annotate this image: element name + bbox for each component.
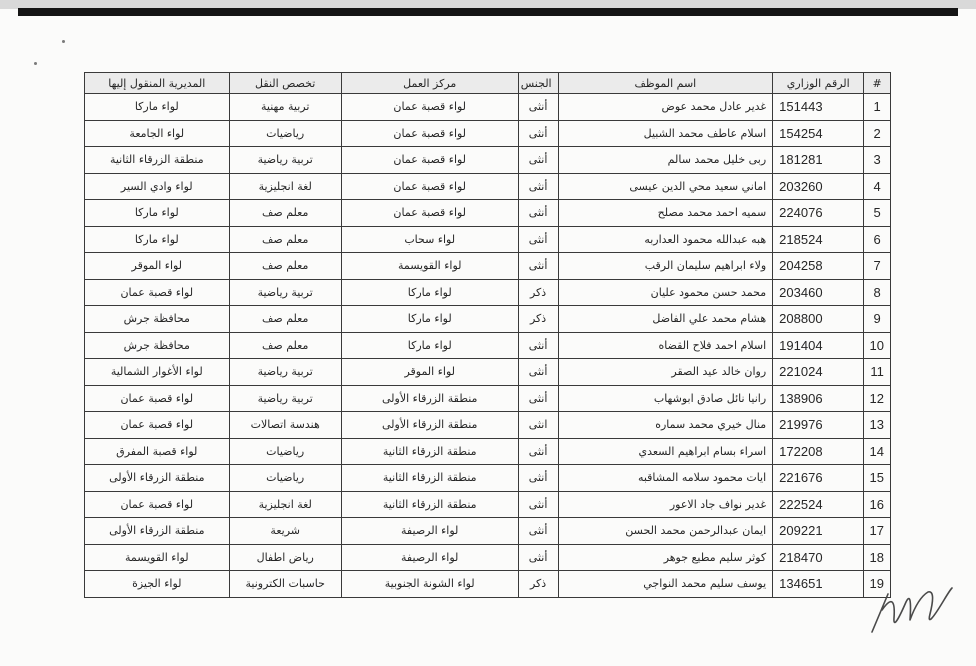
cell-index: 14 xyxy=(864,438,891,465)
table-row xyxy=(85,226,891,253)
cell-work-center: منطقة الزرقاء الثانية xyxy=(341,438,518,465)
cell-employee-name: ايمان عبدالرحمن محمد الحسن xyxy=(558,518,773,545)
cell-gender: ذكر xyxy=(518,306,558,333)
cell-gender: أنثى xyxy=(518,147,558,174)
cell-index: 11 xyxy=(864,359,891,386)
cell-work-center: لواء الموقر xyxy=(341,359,518,386)
cell-destination-directorate: لواء ماركا xyxy=(85,226,230,253)
cell-work-center: منطقة الزرقاء الثانية xyxy=(341,465,518,492)
cell-index: 8 xyxy=(864,279,891,306)
cell-ministry-number: 221024 xyxy=(773,359,864,386)
cell-work-center: منطقة الزرقاء الثانية xyxy=(341,491,518,518)
cell-ministry-number: 138906 xyxy=(773,385,864,412)
cell-work-center: لواء قصبة عمان xyxy=(341,147,518,174)
cell-employee-name: غدير عادل محمد عوض xyxy=(558,94,773,121)
cell-work-center: لواء ماركا xyxy=(341,279,518,306)
cell-destination-directorate: لواء الجامعة xyxy=(85,120,230,147)
cell-employee-name: كوثر سليم مطيع جوهر xyxy=(558,544,773,571)
cell-work-center: لواء ماركا xyxy=(341,332,518,359)
cell-ministry-number: 222524 xyxy=(773,491,864,518)
cell-transfer-specialty: تربية مهنية xyxy=(229,94,341,121)
cell-employee-name: غدير نواف جاد الاعور xyxy=(558,491,773,518)
cell-gender: أنثى xyxy=(518,438,558,465)
cell-ministry-number: 204258 xyxy=(773,253,864,280)
cell-employee-name: هشام محمد علي الفاضل xyxy=(558,306,773,333)
cell-gender: أنثى xyxy=(518,200,558,227)
cell-employee-name: ولاء ابراهيم سليمان الرقب xyxy=(558,253,773,280)
cell-transfer-specialty: معلم صف xyxy=(229,200,341,227)
table-row xyxy=(85,544,891,571)
cell-gender: أنثى xyxy=(518,120,558,147)
cell-destination-directorate: لواء قصبة عمان xyxy=(85,279,230,306)
table-row xyxy=(85,385,891,412)
cell-index: 12 xyxy=(864,385,891,412)
cell-gender: أنثى xyxy=(518,544,558,571)
table-body xyxy=(85,94,891,598)
cell-destination-directorate: منطقة الزرقاء الثانية xyxy=(85,147,230,174)
cell-transfer-specialty: تربية رياضية xyxy=(229,359,341,386)
cell-index: 10 xyxy=(864,332,891,359)
cell-transfer-specialty: معلم صف xyxy=(229,332,341,359)
table-row xyxy=(85,253,891,280)
cell-transfer-specialty: تربية رياضية xyxy=(229,147,341,174)
cell-destination-directorate: لواء وادي السير xyxy=(85,173,230,200)
cell-index: 16 xyxy=(864,491,891,518)
cell-gender: أنثى xyxy=(518,332,558,359)
cell-work-center: لواء الشونة الجنوبية xyxy=(341,571,518,598)
cell-index: 3 xyxy=(864,147,891,174)
table-row xyxy=(85,438,891,465)
table-row xyxy=(85,200,891,227)
cell-ministry-number: 191404 xyxy=(773,332,864,359)
header-transfer-specialty: تخصص النقل xyxy=(229,73,341,94)
cell-index: 19 xyxy=(864,571,891,598)
cell-destination-directorate: لواء قصبة عمان xyxy=(85,491,230,518)
table-row xyxy=(85,412,891,439)
cell-employee-name: ربى خليل محمد سالم xyxy=(558,147,773,174)
cell-transfer-specialty: تربية رياضية xyxy=(229,279,341,306)
cell-destination-directorate: لواء الأغوار الشمالية xyxy=(85,359,230,386)
cell-transfer-specialty: شريعة xyxy=(229,518,341,545)
table-row xyxy=(85,120,891,147)
cell-work-center: لواء قصبة عمان xyxy=(341,94,518,121)
cell-ministry-number: 154254 xyxy=(773,120,864,147)
cell-ministry-number: 218524 xyxy=(773,226,864,253)
cell-ministry-number: 203460 xyxy=(773,279,864,306)
cell-employee-name: يوسف سليم محمد النواجي xyxy=(558,571,773,598)
cell-ministry-number: 209221 xyxy=(773,518,864,545)
cell-employee-name: اسراء بسام ابراهيم السعدي xyxy=(558,438,773,465)
table-row xyxy=(85,147,891,174)
cell-ministry-number: 218470 xyxy=(773,544,864,571)
cell-gender: أنثى xyxy=(518,385,558,412)
cell-transfer-specialty: هندسة اتصالات xyxy=(229,412,341,439)
cell-destination-directorate: لواء القويسمة xyxy=(85,544,230,571)
cell-destination-directorate: لواء ماركا xyxy=(85,94,230,121)
table-row xyxy=(85,359,891,386)
cell-gender: أنثى xyxy=(518,253,558,280)
cell-destination-directorate: لواء ماركا xyxy=(85,200,230,227)
table-row xyxy=(85,306,891,333)
table-row xyxy=(85,491,891,518)
header-gender: الجنس xyxy=(518,73,558,94)
header-ministry-number: الرقم الوزاري xyxy=(773,73,864,94)
cell-work-center: لواء سحاب xyxy=(341,226,518,253)
table-row xyxy=(85,518,891,545)
cell-work-center: لواء القويسمة xyxy=(341,253,518,280)
cell-employee-name: اسلام عاطف محمد الشبيل xyxy=(558,120,773,147)
cell-destination-directorate: لواء قصبة عمان xyxy=(85,412,230,439)
cell-transfer-specialty: رياضيات xyxy=(229,438,341,465)
cell-transfer-specialty: معلم صف xyxy=(229,253,341,280)
scan-speck xyxy=(62,40,65,43)
cell-work-center: لواء قصبة عمان xyxy=(341,120,518,147)
cell-destination-directorate: لواء قصبة عمان xyxy=(85,385,230,412)
cell-transfer-specialty: معلم صف xyxy=(229,306,341,333)
scan-shadow-bar xyxy=(18,8,958,16)
cell-transfer-specialty: معلم صف xyxy=(229,226,341,253)
cell-index: 7 xyxy=(864,253,891,280)
cell-destination-directorate: محافظة جرش xyxy=(85,332,230,359)
cell-employee-name: روان خالد عيد الصقر xyxy=(558,359,773,386)
cell-gender: انثى xyxy=(518,412,558,439)
header-destination-directorate: المديرية المنقول إليها xyxy=(85,73,230,94)
cell-destination-directorate: لواء قصبة المفرق xyxy=(85,438,230,465)
cell-ministry-number: 203260 xyxy=(773,173,864,200)
cell-gender: أنثى xyxy=(518,465,558,492)
cell-destination-directorate: لواء الموقر xyxy=(85,253,230,280)
header-employee-name: اسم الموظف xyxy=(558,73,773,94)
handwritten-signature xyxy=(866,580,956,640)
cell-work-center: منطقة الزرقاء الأولى xyxy=(341,412,518,439)
cell-work-center: لواء الرصيفة xyxy=(341,544,518,571)
cell-gender: ذكر xyxy=(518,571,558,598)
cell-transfer-specialty: رياضيات xyxy=(229,120,341,147)
table-row xyxy=(85,94,891,121)
cell-ministry-number: 224076 xyxy=(773,200,864,227)
cell-work-center: لواء قصبة عمان xyxy=(341,173,518,200)
cell-employee-name: محمد حسن محمود عليان xyxy=(558,279,773,306)
cell-gender: أنثى xyxy=(518,94,558,121)
cell-employee-name: سميه احمد محمد مصلح xyxy=(558,200,773,227)
table-header-row xyxy=(85,73,891,94)
cell-transfer-specialty: رياضيات xyxy=(229,465,341,492)
cell-employee-name: ايات محمود سلامه المشاقبه xyxy=(558,465,773,492)
cell-employee-name: منال خيري محمد سماره xyxy=(558,412,773,439)
cell-destination-directorate: منطقة الزرقاء الأولى xyxy=(85,518,230,545)
cell-transfer-specialty: لغة انجليزية xyxy=(229,173,341,200)
cell-work-center: لواء ماركا xyxy=(341,306,518,333)
cell-ministry-number: 208800 xyxy=(773,306,864,333)
cell-ministry-number: 172208 xyxy=(773,438,864,465)
cell-work-center: لواء الرصيفة xyxy=(341,518,518,545)
cell-index: 13 xyxy=(864,412,891,439)
cell-index: 15 xyxy=(864,465,891,492)
cell-ministry-number: 151443 xyxy=(773,94,864,121)
cell-gender: أنثى xyxy=(518,173,558,200)
table-row xyxy=(85,279,891,306)
cell-transfer-specialty: لغة انجليزية xyxy=(229,491,341,518)
cell-employee-name: اماني سعيد محي الدين عيسى xyxy=(558,173,773,200)
cell-index: 1 xyxy=(864,94,891,121)
cell-gender: أنثى xyxy=(518,491,558,518)
cell-destination-directorate: منطقة الزرقاء الأولى xyxy=(85,465,230,492)
transfer-table xyxy=(84,72,891,598)
cell-index: 18 xyxy=(864,544,891,571)
cell-ministry-number: 181281 xyxy=(773,147,864,174)
cell-employee-name: رانيا نائل صادق ابوشهاب xyxy=(558,385,773,412)
cell-index: 6 xyxy=(864,226,891,253)
cell-ministry-number: 219976 xyxy=(773,412,864,439)
cell-work-center: منطقة الزرقاء الأولى xyxy=(341,385,518,412)
cell-index: 2 xyxy=(864,120,891,147)
cell-gender: ذكر xyxy=(518,279,558,306)
cell-destination-directorate: محافظة جرش xyxy=(85,306,230,333)
cell-employee-name: اسلام احمد فلاح القضاه xyxy=(558,332,773,359)
cell-ministry-number: 134651 xyxy=(773,571,864,598)
header-work-center: مركز العمل xyxy=(341,73,518,94)
cell-index: 5 xyxy=(864,200,891,227)
cell-destination-directorate: لواء الجيزة xyxy=(85,571,230,598)
cell-ministry-number: 221676 xyxy=(773,465,864,492)
cell-transfer-specialty: حاسبات الكترونية xyxy=(229,571,341,598)
cell-index: 4 xyxy=(864,173,891,200)
cell-gender: أنثى xyxy=(518,359,558,386)
cell-employee-name: هبه عبدالله محمود العداربه xyxy=(558,226,773,253)
cell-index: 9 xyxy=(864,306,891,333)
cell-transfer-specialty: تربية رياضية xyxy=(229,385,341,412)
cell-gender: أنثى xyxy=(518,226,558,253)
header-index: # xyxy=(864,73,891,94)
table-row xyxy=(85,173,891,200)
cell-transfer-specialty: رياض اطفال xyxy=(229,544,341,571)
cell-gender: أنثى xyxy=(518,518,558,545)
cell-work-center: لواء قصبة عمان xyxy=(341,200,518,227)
scan-speck xyxy=(34,62,37,65)
table-row xyxy=(85,465,891,492)
table-row xyxy=(85,571,891,598)
cell-index: 17 xyxy=(864,518,891,545)
table-row xyxy=(85,332,891,359)
